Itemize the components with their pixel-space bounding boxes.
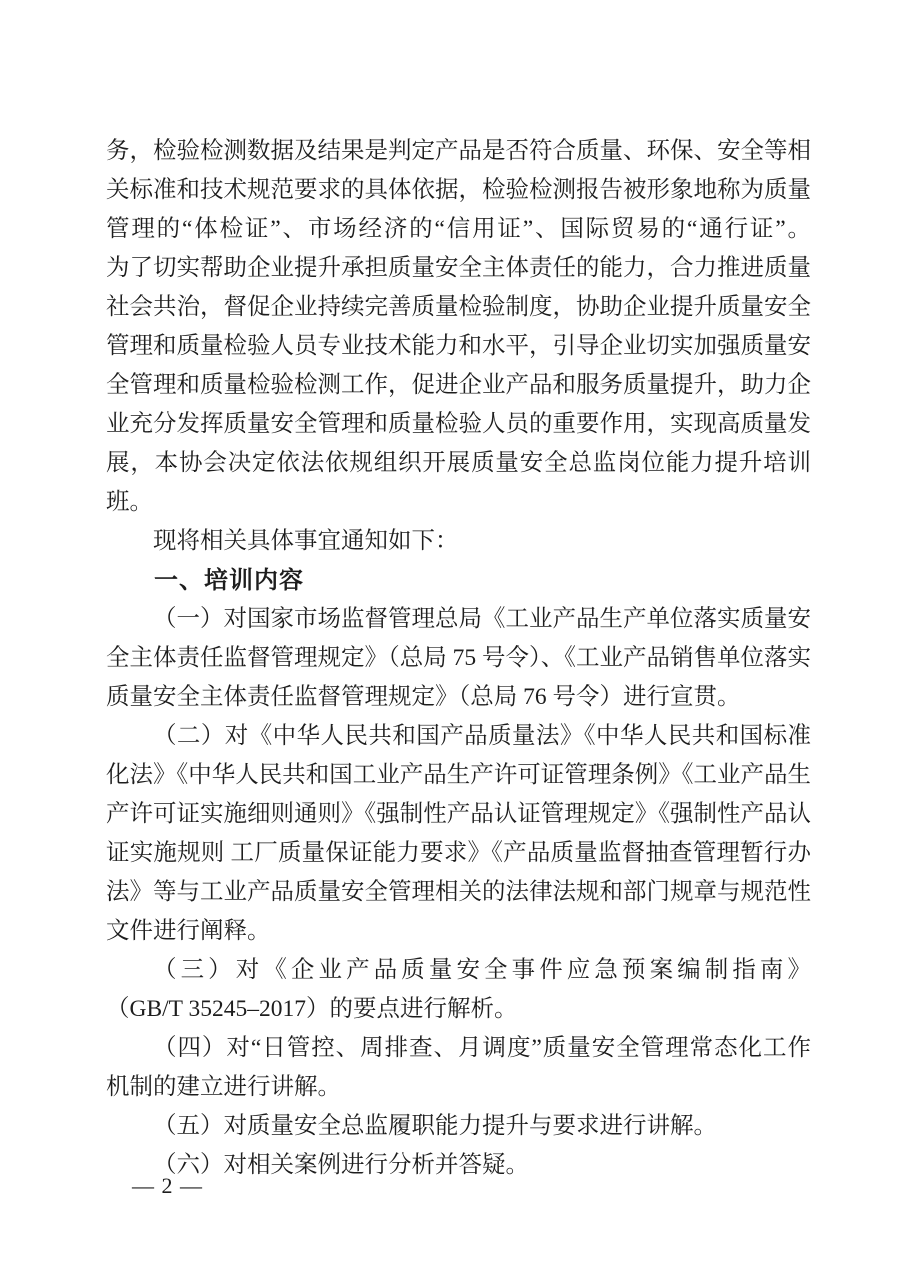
document-line: 管理的“体检证”、市场经济的“信用证”、国际贸易的“通行证”。 — [106, 216, 811, 242]
document-line: 现将相关具体事宜通知如下： — [153, 528, 459, 554]
document-line: （五）对质量安全总监履职能力提升与要求进行讲解。 — [153, 1113, 717, 1139]
document-line: 展，本协会决定依法依规组织开展质量安全总监岗位能力提升培训 — [106, 450, 811, 476]
document-line: 管理和质量检验人员专业技术能力和水平，引导企业切实加强质量安 — [106, 333, 811, 359]
document-line: （六）对相关案例进行分析并答疑。 — [153, 1152, 529, 1178]
document-line: 务，检验检测数据及结果是判定产品是否符合质量、环保、安全等相 — [106, 138, 811, 164]
document-line: 产许可证实施细则通则》《强制性产品认证管理规定》《强制性产品认 — [106, 801, 811, 827]
document-line: 法》等与工业产品质量安全管理相关的法律法规和部门规章与规范性 — [106, 879, 811, 905]
document-line: （二）对《中华人民共和国产品质量法》《中华人民共和国标准 — [153, 723, 811, 749]
document-line: 全主体责任监督管理规定》（总局 75 号令）、《工业产品销售单位落实 — [106, 645, 811, 671]
document-line: （一）对国家市场监督管理总局《工业产品生产单位落实质量安 — [153, 606, 811, 632]
document-line: 化法》《中华人民共和国工业产品生产许可证管理条例》《工业产品生 — [106, 762, 811, 788]
document-line: （GB/T 35245–2017）的要点进行解析。 — [106, 996, 518, 1022]
document-line: 质量安全主体责任监督管理规定》（总局 76 号令）进行宣贯。 — [106, 684, 741, 710]
document-line: 机制的建立进行讲解。 — [106, 1074, 341, 1100]
document-line: 业充分发挥质量安全管理和质量检验人员的重要作用，实现高质量发 — [106, 411, 811, 437]
document-line: 为了切实帮助企业提升承担质量安全主体责任的能力，合力推进质量 — [106, 255, 811, 281]
document-line: 一、培训内容 — [154, 567, 304, 594]
document-line: 社会共治，督促企业持续完善质量检验制度，协助企业提升质量安全 — [106, 294, 811, 320]
document-line: （四）对“日管控、周排查、月调度”质量安全管理常态化工作 — [153, 1035, 811, 1061]
page-number: — 2 — — [132, 1173, 203, 1198]
document-line: 班。 — [106, 489, 153, 515]
document-line: 证实施规则 工厂质量保证能力要求》《产品质量监督抽查管理暂行办 — [106, 840, 811, 866]
document-line: （三）对《企业产品质量安全事件应急预案编制指南》 — [153, 957, 811, 983]
document-line: 关标准和技术规范要求的具体依据，检验检测报告被形象地称为质量 — [106, 177, 811, 203]
document-line: 全管理和质量检验检测工作，促进企业产品和服务质量提升，助力企 — [106, 372, 811, 398]
document-body — [106, 132, 811, 1185]
document-line: 文件进行阐释。 — [106, 918, 271, 944]
